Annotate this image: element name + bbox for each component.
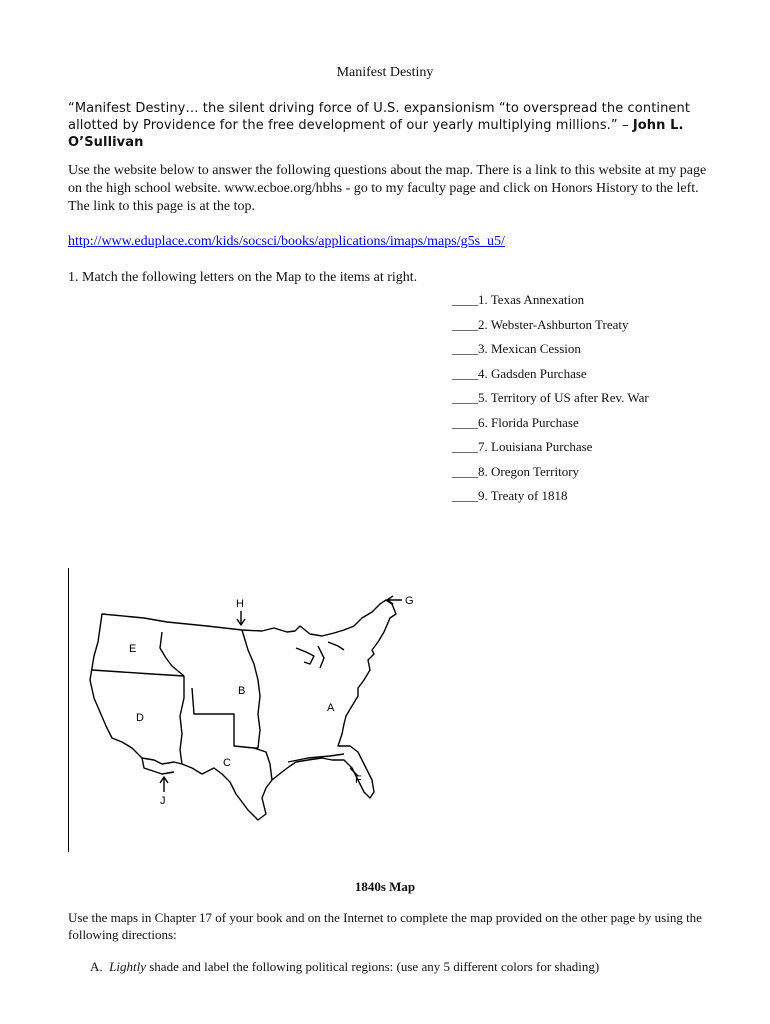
arrow-j	[160, 777, 168, 792]
directions-paragraph: Use the maps in Chapter 17 of your book and on the Internet to complete the map provided on the other page by using the following directions:	[68, 910, 702, 942]
map-label-d: D	[136, 712, 144, 724]
quote-author: John L. O’Sullivan	[68, 118, 684, 150]
boundary-line	[180, 676, 184, 764]
list-item: ____3. Mexican Cession	[452, 341, 581, 356]
quote-block	[68, 100, 708, 151]
list-item: ____4. Gadsden Purchase	[452, 365, 587, 381]
list-item: ____8. Oregon Territory	[452, 463, 580, 479]
quote-text: “Manifest Destiny… the silent driving force of U.S. expansionism “to overspread the continent allotted by Providence for the free development of our yearly multiplying millions.” –	[68, 101, 691, 133]
great-lakes	[296, 642, 344, 668]
page-title: Manifest Destiny	[336, 65, 434, 80]
boundary-line	[142, 758, 174, 774]
question-1: 1. Match the following letters on the Map to the items at right.	[68, 270, 418, 285]
step-marker: A.	[90, 959, 103, 974]
boundary-line	[288, 754, 344, 762]
map-label-c: C	[223, 757, 231, 769]
margin-rule	[68, 568, 69, 852]
list-item: ____1. Texas Annexation	[452, 292, 585, 307]
list-item: ____7. Louisiana Purchase	[452, 439, 593, 454]
map-label-f: F	[355, 774, 362, 786]
map-caption: 1840s Map	[354, 879, 416, 894]
map-label-a: A	[327, 702, 335, 714]
list-item: ____6. Florida Purchase	[452, 414, 579, 430]
list-item: ____2. Webster-Ashburton Treaty	[452, 316, 629, 332]
intro-paragraph: Use the website below to answer the following questions about the map. There is a link to this website at my page on the high school website. www.ecboe.org/hbhs - go to my faculty page and click on Honors History to the left. The link to this page is at the top.	[68, 163, 707, 214]
list-item: ____9. Treaty of 1818	[452, 488, 568, 503]
boundary-line	[92, 670, 184, 676]
map-label-j: J	[160, 795, 166, 807]
step-emphasis: Lightly	[109, 959, 146, 974]
map-label-e: E	[129, 643, 137, 655]
website-link[interactable]: http://www.eduplace.com/kids/socsci/books/applications/imaps/maps/g5s_u5/	[68, 234, 505, 249]
step-text: shade and label the following political regions: (use any 5 different colors for shading)	[145, 959, 600, 974]
us-territory-map	[82, 588, 422, 828]
step-a	[90, 959, 599, 975]
list-item: ____5. Territory of US after Rev. War	[452, 390, 649, 405]
boundary-line	[160, 632, 184, 676]
map-label-g: G	[405, 595, 414, 607]
arrow-h	[237, 611, 245, 625]
map-label-h: H	[236, 598, 244, 610]
map-label-b: B	[238, 685, 246, 697]
arrow-f	[350, 768, 358, 776]
matching-list	[452, 291, 649, 512]
